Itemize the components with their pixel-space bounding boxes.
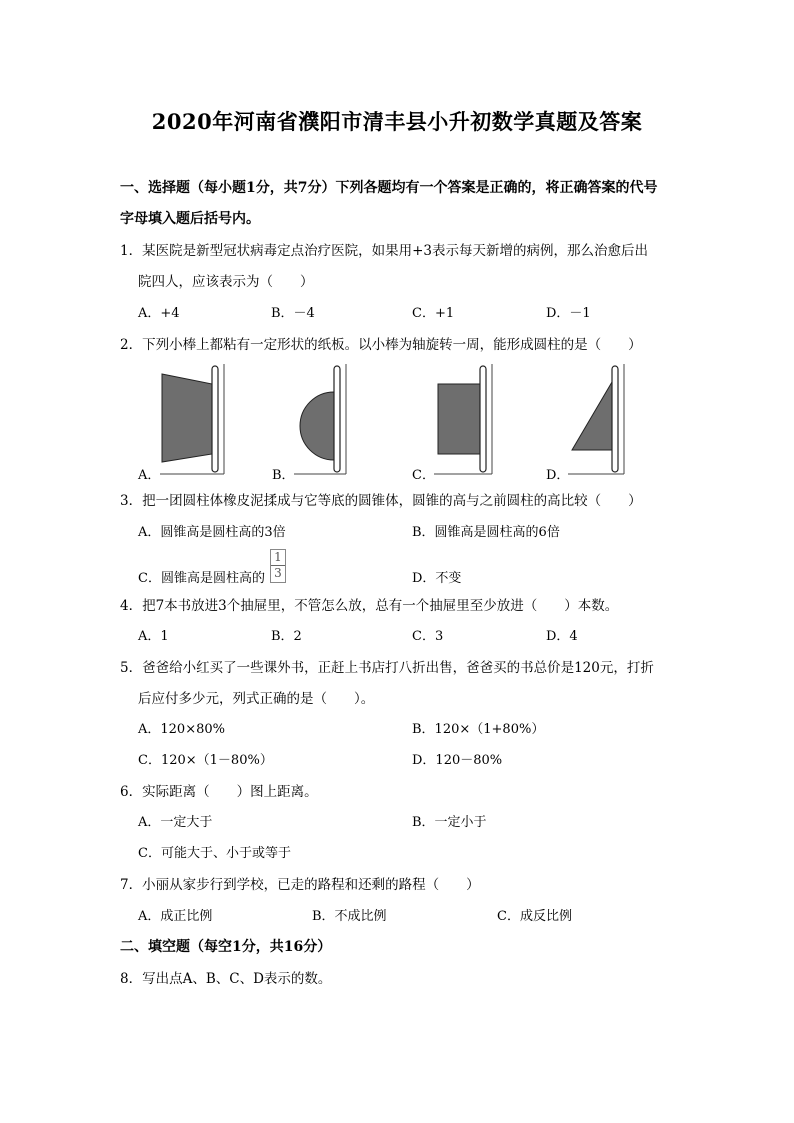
- section1-heading-line2: 字母填入题后括号内。: [120, 211, 260, 227]
- section1-heading-line1: 一、选择题（每小题1分，共7分）下列各题均有一个答案是正确的，将正确答案的代号: [120, 180, 658, 196]
- q4-option-d: D．4: [546, 629, 578, 644]
- q2-figure-d: [560, 362, 640, 480]
- q1-option-d: D．－1: [546, 306, 591, 321]
- q7-text-line1: 7．小丽从家步行到学校，已走的路程和还剩的路程（ ）: [120, 877, 480, 893]
- q6-text-line1: 6．实际距离（ ）图上距离。: [120, 784, 318, 800]
- q4-text-line1: 4．把7本书放进3个抽屉里，不管怎么放，总有一个抽屉里至少放进（ ）本数。: [120, 598, 619, 614]
- stick: [212, 366, 218, 472]
- q7-option-a: A．成正比例: [138, 909, 213, 924]
- fraction-numerator: 1: [271, 550, 285, 566]
- q3-option-a: A．圆锥高是圆柱高的3倍: [138, 525, 286, 540]
- q1-option-c: C．+1: [412, 306, 455, 321]
- document-title: 2020年河南省濮阳市清丰县小升初数学真题及答案: [151, 109, 643, 134]
- q1-text-line2: 院四人，应该表示为（ ）: [138, 274, 314, 290]
- q4-option-b: B．2: [271, 629, 302, 644]
- q3-option-b: B．圆锥高是圆柱高的6倍: [412, 525, 560, 540]
- q2-text-line1: 2．下列小棒上都粘有一定形状的纸板。以小棒为轴旋转一周，能形成圆柱的是（ ）: [120, 337, 642, 353]
- q6-option-b: B．一定小于: [412, 815, 487, 830]
- q5-option-c: C．120×（1－80%）: [138, 753, 273, 768]
- q2-figure-c: [426, 362, 506, 480]
- q2-option-d-label: D．: [546, 468, 570, 483]
- q1-option-b: B．－4: [271, 306, 315, 321]
- q4-option-a: A．1: [138, 629, 169, 644]
- q2-figure-a: [150, 362, 250, 480]
- q4-option-c: C．3: [412, 629, 444, 644]
- q3-option-c: C．圆锥高是圆柱高的: [138, 571, 265, 586]
- semicircle-shape: [300, 392, 334, 460]
- stick: [612, 366, 618, 472]
- q2-option-a-label: A．: [138, 468, 161, 483]
- q7-option-b: B．不成比例: [312, 909, 387, 924]
- q5-option-a: A．120×80%: [138, 722, 225, 737]
- q1-option-a: A．+4: [138, 306, 180, 321]
- q8-text-line1: 8．写出点A、B、C、D表示的数。: [120, 971, 332, 987]
- q5-text-line1: 5．爸爸给小红买了一些课外书，正赶上书店打八折出售，爸爸买的书总价是120元，打折: [120, 660, 654, 676]
- q5-text-line2: 后应付多少元，列式正确的是（ ）。: [138, 691, 375, 707]
- trapezoid-shape: [162, 374, 212, 462]
- q1-text-line1: 1．某医院是新型冠状病毒定点治疗医院，如果用+3表示每天新增的病例，那么治愈后出: [120, 243, 648, 259]
- section2-heading: 二、填空题（每空1分，共16分）: [120, 939, 332, 955]
- q2-figure-b: [284, 362, 374, 480]
- rectangle-shape: [438, 384, 480, 454]
- q2-option-c-label: C．: [412, 468, 435, 483]
- q6-option-a: A．一定大于: [138, 815, 213, 830]
- fraction-one-third: [270, 549, 286, 583]
- q3-text-line1: 3．把一团圆柱体橡皮泥揉成与它等底的圆锥体，圆锥的高与之前圆柱的高比较（ ）: [120, 493, 642, 509]
- stick: [334, 366, 340, 472]
- fraction-denominator: 3: [274, 566, 282, 580]
- q2-option-b-label: B．: [272, 468, 295, 483]
- q7-option-c: C．成反比例: [497, 909, 572, 924]
- q5-option-d: D．120－80%: [412, 753, 503, 768]
- triangle-shape: [572, 382, 612, 450]
- q6-option-c: C．可能大于、小于或等于: [138, 846, 291, 861]
- q3-option-d: D．不变: [412, 571, 462, 586]
- q5-option-b: B．120×（1+80%）: [412, 722, 545, 737]
- stick: [480, 366, 486, 472]
